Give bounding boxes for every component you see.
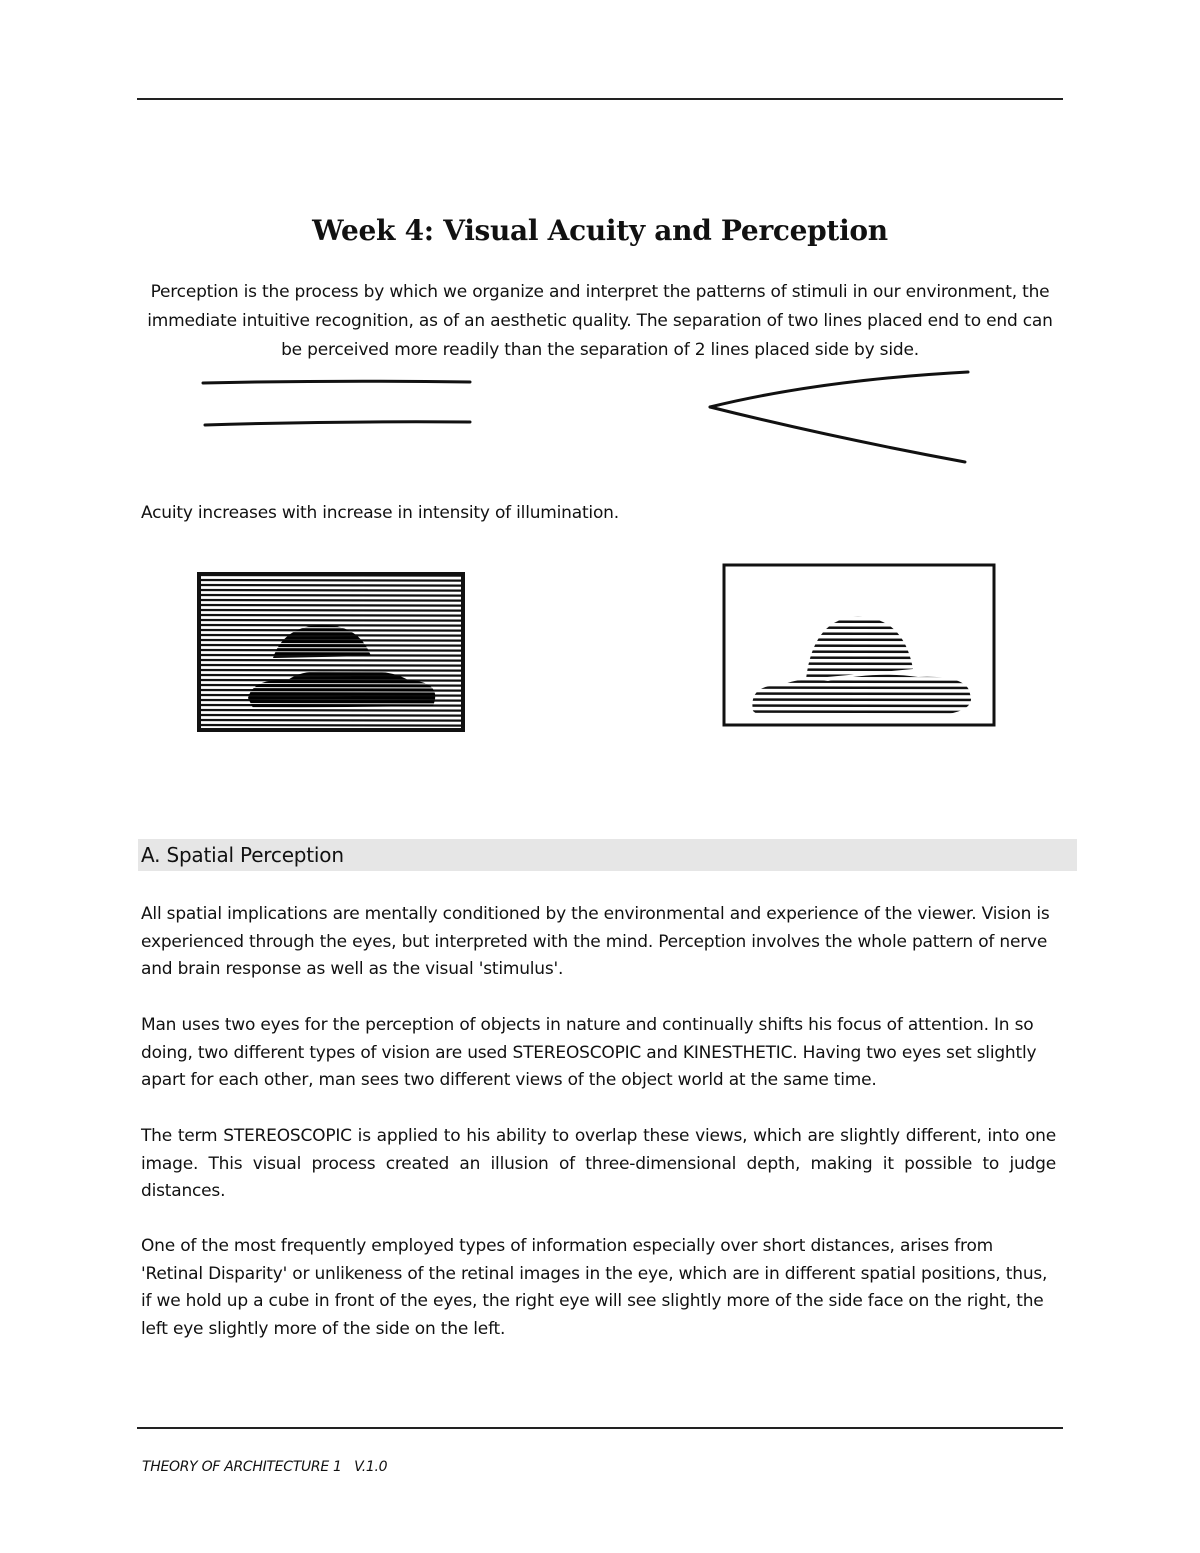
footer-text: THEORY OF ARCHITECTURE 1 V.1.0 [142,1459,388,1475]
parallel-lines-figure [195,368,480,438]
header-rule [137,98,1063,100]
converging-line-lower [710,407,965,462]
converging-line-upper [710,372,968,407]
page-title: Week 4: Visual Acuity and Perception [312,214,888,247]
acuity-statement: Acuity increases with increase in intensity of illumination. [141,503,619,523]
body-paragraph: The term STEREOSCOPIC is applied to his ability to overlap these views, which are slightly different, into one image. This visual process created an illusion of three-dimensional depth, making it possible to judge distances. [141,1126,1056,1201]
intro-paragraph: Perception is the process by which we organize and interpret the patterns of stimuli in our environment, the immediate intuitive recognition, as of an aesthetic quality. The separation of two lines placed end to end can be perceived more readily than the separation of 2 lines placed side by side. [147,282,1053,360]
body-paragraph: One of the most frequently employed types of information especially over short distances, arises from 'Retinal Disparity' or unlikeness of the retinal images in the eye, which are in different spatial positions, thus, if we hold up a cube in front of the eyes, the right eye will see slightly more of the side face on the right, the left eye slightly more of the side on the left. [141,1236,1048,1339]
parallel-line-bottom [205,422,470,425]
footer-rule [137,1427,1063,1429]
parallel-line-top [203,381,470,383]
section-heading: A. Spatial Perception [141,843,344,867]
converging-lines-figure [700,362,980,472]
high-illumination-sketch [718,559,1002,731]
body-paragraph: All spatial implications are mentally conditioned by the environmental and experience of the viewer. Vision is experienced through the eyes, but interpreted with the mind. Perception involves the whole pattern of nerve and brain response as well as the visual 'stimulus'. [141,904,1050,979]
low-illumination-sketch [193,568,469,736]
body-paragraph: Man uses two eyes for the perception of objects in nature and continually shifts his focus of attention. In so doing, two different types of vision are used STEREOSCOPIC and KINESTHETIC. Having two eyes set slightly apart for each other, man sees two different views of the object world at the same time. [141,1015,1037,1090]
